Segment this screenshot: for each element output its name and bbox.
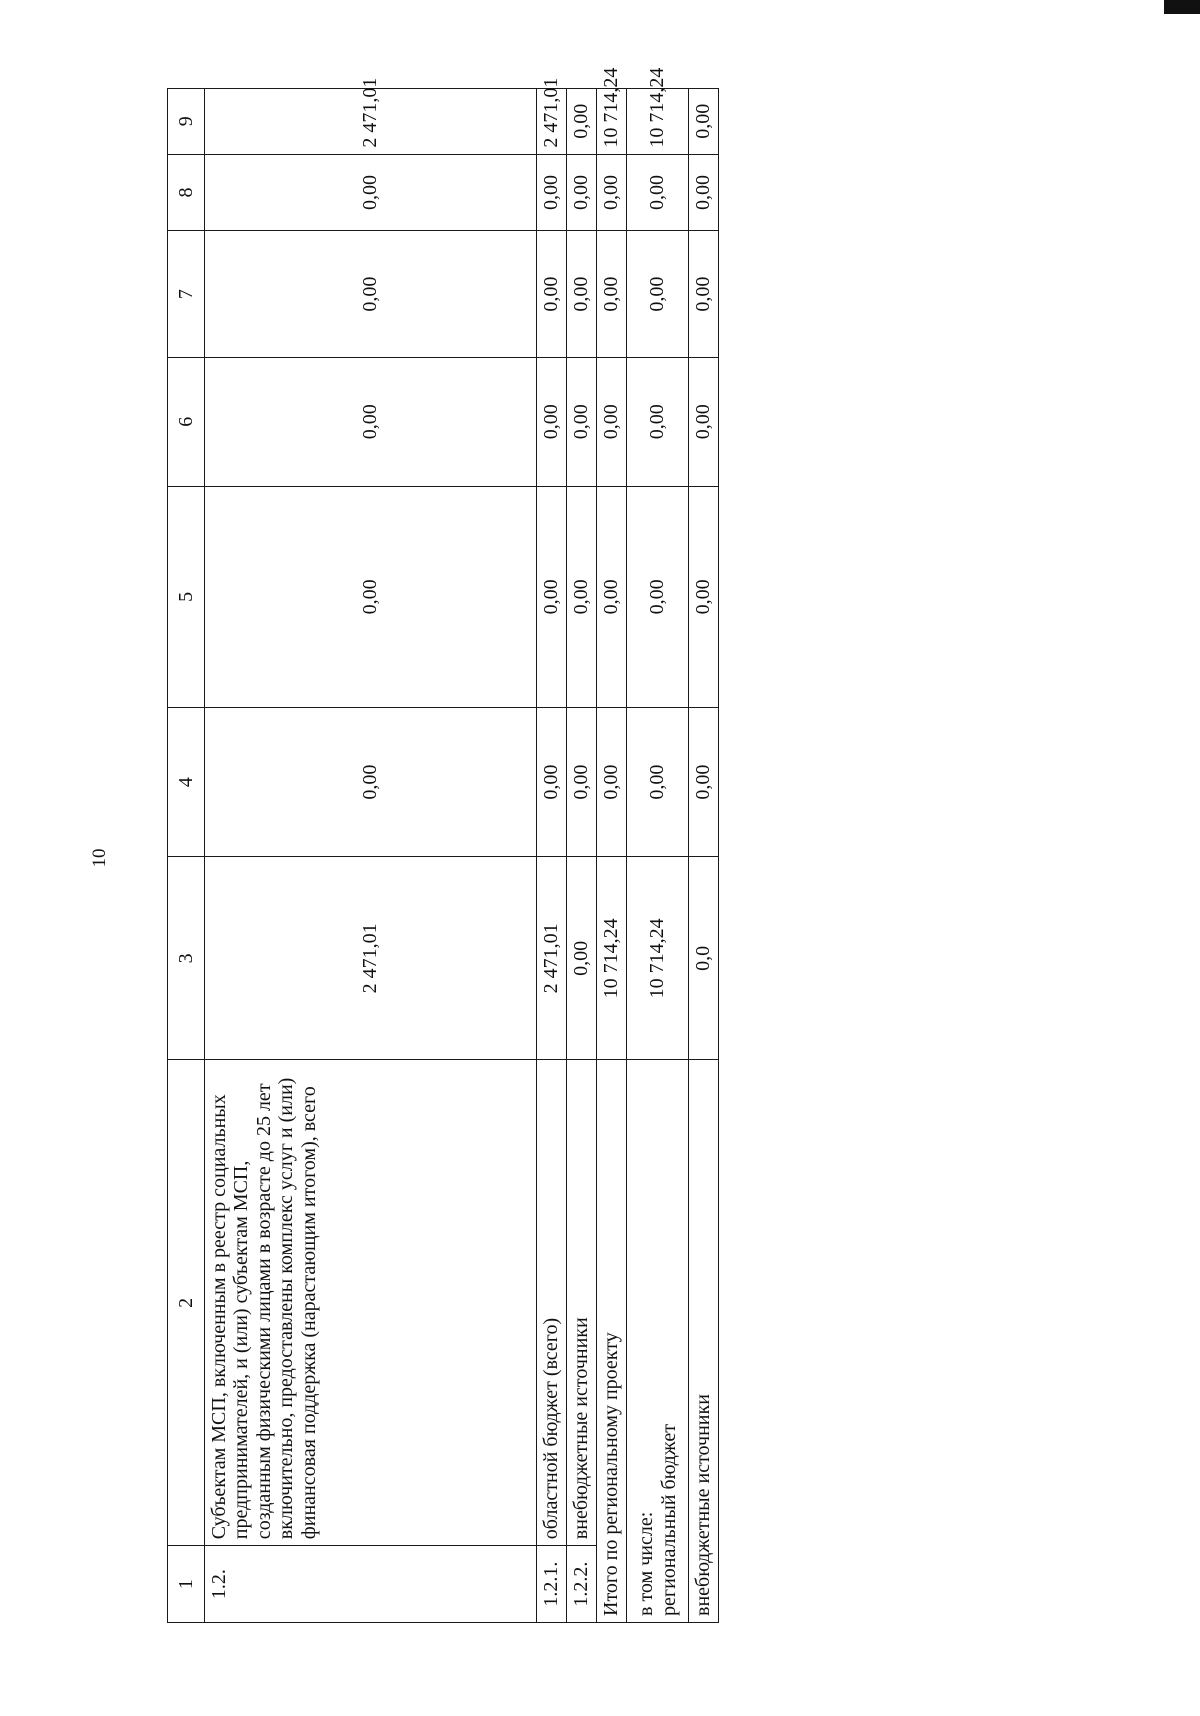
value-cell-col-9: 0,00 bbox=[567, 89, 597, 155]
value-cell-col-7: 0,00 bbox=[537, 231, 567, 358]
value-cell-col-6: 0,00 bbox=[597, 357, 627, 486]
header-row bbox=[168, 89, 205, 1623]
value-cell-col-5: 0,00 bbox=[205, 486, 537, 707]
value-cell-col-7: 0,00 bbox=[689, 231, 719, 358]
row-index: 1.2. bbox=[205, 1546, 537, 1623]
value-cell-col-4: 0,00 bbox=[689, 708, 719, 857]
value-cell-col-3: 2 471,01 bbox=[205, 857, 537, 1060]
header-col-7: 7 bbox=[168, 231, 205, 358]
scan-edge-mark bbox=[1164, 0, 1200, 14]
value-cell-col-4: 0,00 bbox=[597, 708, 627, 857]
value-cell-col-3: 2 471,01 bbox=[537, 857, 567, 1060]
table-row-row-regional bbox=[627, 89, 689, 1623]
row-index: 1.2.1. bbox=[537, 1546, 567, 1623]
value-cell-col-6: 0,00 bbox=[627, 357, 689, 486]
value-cell-col-4: 0,00 bbox=[537, 708, 567, 857]
value-cell-col-3: 10 714,24 bbox=[597, 857, 627, 1060]
row-label-prefix: в том числе: bbox=[635, 1511, 658, 1616]
budget-table bbox=[167, 67, 719, 1623]
value-cell-col-4: 0,00 bbox=[567, 708, 597, 857]
value-cell-col-3: 0,0 bbox=[689, 857, 719, 1060]
table-row-row-1-2-2 bbox=[567, 89, 597, 1623]
value-cell-col-9: 2 471,01 bbox=[205, 89, 537, 155]
value-cell-col-9: 10 714,24 bbox=[597, 89, 627, 155]
value-cell-col-4: 0,00 bbox=[205, 708, 537, 857]
value-cell-col-5: 0,00 bbox=[537, 486, 567, 707]
table-row-row-1-2 bbox=[205, 89, 537, 1623]
table-row-row-extra bbox=[689, 89, 719, 1623]
value-cell-col-5: 0,00 bbox=[567, 486, 597, 707]
value-cell-col-8: 0,00 bbox=[567, 154, 597, 231]
value-cell-col-7: 0,00 bbox=[627, 231, 689, 358]
value-cell-col-6: 0,00 bbox=[205, 357, 537, 486]
value-cell-col-5: 0,00 bbox=[689, 486, 719, 707]
value-cell-col-8: 0,00 bbox=[537, 154, 567, 231]
budget-table-rotated bbox=[167, 67, 715, 1623]
row-description: Субъектам МСП, включенным в реестр социальных предпринимателей, и (или) субъектам МСП, созданным физическими лицами в возрасте до 25 лет включительно, предоставлены комплекс услуг и (или) финансовая поддержка (нарастающим итогом), всего bbox=[205, 1060, 537, 1546]
header-col-6: 6 bbox=[168, 357, 205, 486]
value-cell-col-3: 0,00 bbox=[567, 857, 597, 1060]
value-cell-col-8: 0,00 bbox=[627, 154, 689, 231]
header-col-2: 2 bbox=[168, 1060, 205, 1546]
row-label: областной бюджет (всего) bbox=[537, 1060, 567, 1546]
value-cell-col-6: 0,00 bbox=[567, 357, 597, 486]
header-col-3: 3 bbox=[168, 857, 205, 1060]
row-label: Итого по региональному проекту bbox=[597, 1060, 627, 1623]
value-cell-col-5: 0,00 bbox=[597, 486, 627, 707]
value-cell-col-6: 0,00 bbox=[689, 357, 719, 486]
header-col-5: 5 bbox=[168, 486, 205, 707]
page-number: 10 bbox=[89, 848, 110, 868]
header-col-1: 1 bbox=[168, 1546, 205, 1623]
value-cell-col-8: 0,00 bbox=[205, 154, 537, 231]
table-row-row-total bbox=[597, 89, 627, 1623]
value-cell-col-6: 0,00 bbox=[537, 357, 567, 486]
header-col-4: 4 bbox=[168, 708, 205, 857]
row-label: внебюджетные источники bbox=[567, 1060, 597, 1546]
value-cell-col-8: 0,00 bbox=[597, 154, 627, 231]
value-cell-col-5: 0,00 bbox=[627, 486, 689, 707]
row-label bbox=[627, 1060, 689, 1623]
row-label: внебюджетные источники bbox=[689, 1060, 719, 1623]
value-cell-col-9: 10 714,24 bbox=[627, 89, 689, 155]
table-row-row-1-2-1 bbox=[537, 89, 567, 1623]
value-cell-col-7: 0,00 bbox=[567, 231, 597, 358]
header-col-9: 9 bbox=[168, 89, 205, 155]
value-cell-col-3: 10 714,24 bbox=[627, 857, 689, 1060]
header-col-8: 8 bbox=[168, 154, 205, 231]
value-cell-col-7: 0,00 bbox=[205, 231, 537, 358]
row-label-text: региональный бюджет bbox=[657, 1424, 680, 1616]
row-index: 1.2.2. bbox=[567, 1546, 597, 1623]
value-cell-col-9: 2 471,01 bbox=[537, 89, 567, 155]
value-cell-col-7: 0,00 bbox=[597, 231, 627, 358]
value-cell-col-8: 0,00 bbox=[689, 154, 719, 231]
value-cell-col-9: 0,00 bbox=[689, 89, 719, 155]
value-cell-col-4: 0,00 bbox=[627, 708, 689, 857]
